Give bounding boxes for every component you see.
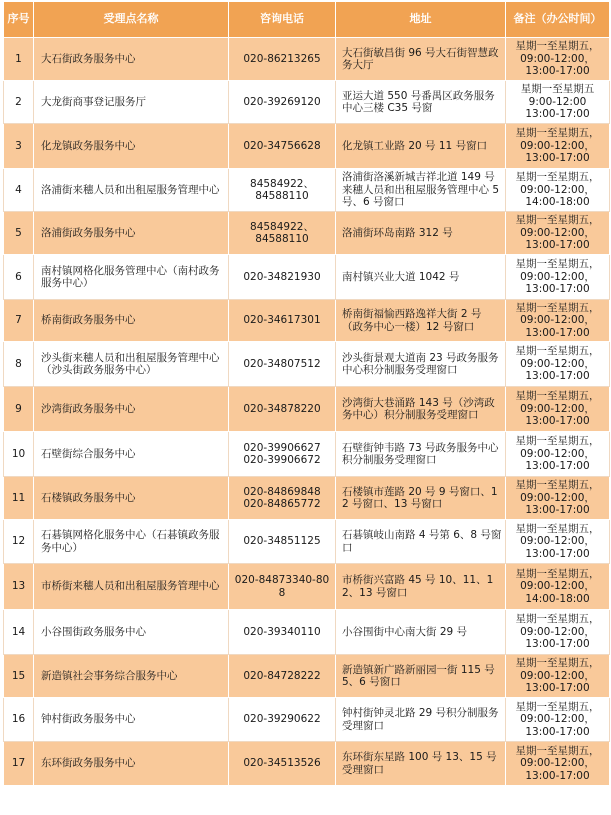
note-line: 星期一至星期五， bbox=[515, 301, 600, 314]
header-address: 地址 bbox=[336, 2, 506, 38]
cell-name: 市桥街来穗人员和出租屋服务管理中心 bbox=[34, 564, 229, 610]
note-line: 星期一至星期五， bbox=[515, 258, 600, 271]
cell-name: 钟村街政务服务中心 bbox=[34, 698, 229, 742]
cell-address: 石碁镇岐山南路 4 号第 6、8 号窗口 bbox=[336, 520, 506, 564]
table-row bbox=[4, 742, 610, 786]
cell-address: 洛浦街洛溪新城吉祥北道 149 号来穗人员和出租屋服务管理中心 5 号、6 号窗口 bbox=[336, 169, 506, 212]
table-row bbox=[4, 342, 610, 387]
header-name: 受理点名称 bbox=[34, 2, 229, 38]
note-line: 13:00-17:00 bbox=[525, 370, 590, 383]
note-line: 13:00-17:00 bbox=[525, 547, 590, 560]
cell-note bbox=[506, 255, 610, 300]
cell-phone bbox=[229, 520, 336, 564]
table-row bbox=[4, 212, 610, 255]
cell-name: 沙头街来穗人员和出租屋服务管理中心（沙头街政务服务中心） bbox=[34, 342, 229, 387]
cell-address: 钟村街钟灵北路 29 号积分制服务受理窗口 bbox=[336, 698, 506, 742]
cell-address: 沙头街景观大道南 23 号政务服务中心积分制服务受理窗口 bbox=[336, 342, 506, 387]
note-line: 09:00-12:00， bbox=[520, 625, 595, 638]
cell-name: 石楼镇政务服务中心 bbox=[34, 477, 229, 520]
phone-line: 020-34851125 bbox=[243, 535, 321, 548]
cell-note bbox=[506, 387, 610, 432]
note-line: 13:00-17:00 bbox=[525, 415, 590, 428]
cell-address: 东环街东星路 100 号 13、15 号受理窗口 bbox=[336, 742, 506, 786]
cell-note bbox=[506, 342, 610, 387]
note-line: 星期一至星期五， bbox=[515, 40, 600, 53]
cell-no: 6 bbox=[4, 255, 34, 300]
phone-line: 020-86213265 bbox=[243, 52, 321, 65]
note-line: 星期一至星期五， bbox=[515, 390, 600, 403]
cell-note bbox=[506, 610, 610, 655]
note-line: 09:00-12:00， bbox=[520, 357, 595, 370]
table-row bbox=[4, 124, 610, 169]
phone-line: 020-34617301 bbox=[243, 314, 321, 327]
cell-address: 石楼镇市莲路 20 号 9 号窗口、12 号窗口、13 号窗口 bbox=[336, 477, 506, 520]
table-row bbox=[4, 610, 610, 655]
cell-name: 洛浦街来穗人员和出租屋服务管理中心 bbox=[34, 169, 229, 212]
note-line: 09:00-12:00， bbox=[520, 139, 595, 152]
phone-line: 020-34821930 bbox=[243, 270, 321, 283]
cell-phone bbox=[229, 698, 336, 742]
cell-name: 沙湾街政务服务中心 bbox=[34, 387, 229, 432]
note-line: 09:00-12:00， bbox=[520, 226, 595, 239]
cell-name: 小谷围街政务服务中心 bbox=[34, 610, 229, 655]
cell-no: 2 bbox=[4, 81, 34, 124]
phone-line: 020-84869848 bbox=[243, 485, 321, 498]
cell-no: 10 bbox=[4, 432, 34, 477]
cell-address: 桥南街福愉西路逸祥大街 2 号（政务中心一楼）12 号窗口 bbox=[336, 300, 506, 342]
phone-line: 020-39906672 bbox=[243, 454, 321, 466]
cell-address: 新造镇新广路新丽园一街 115 号 5、6 号窗口 bbox=[336, 655, 506, 698]
cell-name: 新造镇社会事务综合服务中心 bbox=[34, 655, 229, 698]
note-line: 13:00-17:00 bbox=[525, 460, 590, 473]
cell-no: 8 bbox=[4, 342, 34, 387]
cell-note bbox=[506, 38, 610, 81]
cell-name: 东环街政务服务中心 bbox=[34, 742, 229, 786]
cell-name: 石壁街综合服务中心 bbox=[34, 432, 229, 477]
note-line: 09:00-12:00， bbox=[520, 580, 595, 593]
note-line: 星期一至星期五， bbox=[515, 171, 600, 184]
cell-note bbox=[506, 212, 610, 255]
note-line: 09:00-12:00， bbox=[520, 270, 595, 283]
table-row bbox=[4, 564, 610, 610]
cell-no: 12 bbox=[4, 520, 34, 564]
phone-line: 84584922、 bbox=[250, 220, 314, 233]
cell-address: 化龙镇工业路 20 号 11 号窗口 bbox=[336, 124, 506, 169]
cell-no: 7 bbox=[4, 300, 34, 342]
table-row bbox=[4, 432, 610, 477]
cell-note bbox=[506, 564, 610, 610]
cell-no: 4 bbox=[4, 169, 34, 212]
cell-note bbox=[506, 520, 610, 564]
cell-note bbox=[506, 300, 610, 342]
note-line: 13:00-17:00 bbox=[525, 239, 590, 252]
cell-note bbox=[506, 477, 610, 520]
cell-phone bbox=[229, 564, 336, 610]
note-line: 星期一至星期五， bbox=[515, 657, 600, 670]
cell-phone bbox=[229, 38, 336, 81]
cell-phone bbox=[229, 81, 336, 124]
table-row bbox=[4, 655, 610, 698]
phone-line: 020-84873340-808 bbox=[234, 574, 330, 599]
cell-note bbox=[506, 124, 610, 169]
table-body bbox=[4, 38, 610, 786]
cell-name: 南村镇网格化服务管理中心（南村政务服务中心） bbox=[34, 255, 229, 300]
note-line: 星期一至星期五， bbox=[515, 744, 600, 757]
note-line: 13:00-17:00 bbox=[525, 152, 590, 165]
cell-no: 16 bbox=[4, 698, 34, 742]
note-line: 13:00-17:00 bbox=[525, 769, 590, 782]
table-row bbox=[4, 387, 610, 432]
cell-name: 化龙镇政务服务中心 bbox=[34, 124, 229, 169]
phone-line: 020-34756628 bbox=[243, 139, 321, 152]
phone-line: 020-39290622 bbox=[243, 713, 321, 726]
table-row bbox=[4, 81, 610, 124]
table-row bbox=[4, 255, 610, 300]
note-line: 星期一至星期五 bbox=[520, 83, 595, 96]
note-line: 星期一至星期五， bbox=[515, 479, 600, 492]
header-no: 序号 bbox=[4, 2, 34, 38]
cell-no: 5 bbox=[4, 212, 34, 255]
note-line: 13:00-17:00 bbox=[525, 326, 590, 339]
cell-no: 15 bbox=[4, 655, 34, 698]
table-row bbox=[4, 698, 610, 742]
cell-phone bbox=[229, 212, 336, 255]
note-line: 09:00-12:00， bbox=[520, 447, 595, 460]
cell-name: 石碁镇网格化服务中心（石碁镇政务服务中心） bbox=[34, 520, 229, 564]
phone-line: 020-39906627 bbox=[243, 441, 321, 454]
cell-address: 洛浦街环岛南路 312 号 bbox=[336, 212, 506, 255]
note-line: 9:00-12:00 bbox=[528, 95, 587, 108]
note-line: 14:00-18:00 bbox=[525, 592, 590, 605]
cell-note bbox=[506, 655, 610, 698]
cell-address: 沙湾街大巷涌路 143 号（沙湾政务中心）积分制服务受理窗口 bbox=[336, 387, 506, 432]
cell-name: 大石街政务服务中心 bbox=[34, 38, 229, 81]
note-line: 09:00-12:00， bbox=[520, 491, 595, 504]
note-line: 13:00-17:00 bbox=[525, 65, 590, 78]
cell-note bbox=[506, 742, 610, 786]
phone-line: 84584922、 bbox=[250, 177, 314, 190]
cell-no: 14 bbox=[4, 610, 34, 655]
note-line: 星期一至星期五， bbox=[515, 214, 600, 227]
cell-phone bbox=[229, 169, 336, 212]
cell-no: 17 bbox=[4, 742, 34, 786]
table-header-row bbox=[4, 2, 610, 38]
note-line: 13:00-17:00 bbox=[525, 504, 590, 517]
cell-phone bbox=[229, 255, 336, 300]
phone-line: 84588110 bbox=[255, 233, 309, 245]
note-line: 星期一至星期五， bbox=[515, 345, 600, 358]
table-row bbox=[4, 300, 610, 342]
phone-line: 020-84865772 bbox=[243, 498, 321, 510]
cell-address: 南村镇兴业大道 1042 号 bbox=[336, 255, 506, 300]
note-line: 09:00-12:00， bbox=[520, 757, 595, 770]
cell-note bbox=[506, 698, 610, 742]
note-line: 星期一至星期五， bbox=[515, 567, 600, 580]
cell-address: 市桥街兴富路 45 号 10、11、12、13 号窗口 bbox=[336, 564, 506, 610]
note-line: 星期一至星期五， bbox=[515, 127, 600, 140]
cell-address: 石壁街钟韦路 73 号政务服务中心积分制服务受理窗口 bbox=[336, 432, 506, 477]
cell-no: 13 bbox=[4, 564, 34, 610]
note-line: 星期一至星期五， bbox=[515, 700, 600, 713]
note-line: 09:00-12:00， bbox=[520, 713, 595, 726]
cell-phone bbox=[229, 342, 336, 387]
cell-no: 3 bbox=[4, 124, 34, 169]
cell-note bbox=[506, 169, 610, 212]
cell-no: 9 bbox=[4, 387, 34, 432]
cell-phone bbox=[229, 477, 336, 520]
note-line: 13:00-17:00 bbox=[525, 638, 590, 651]
cell-phone bbox=[229, 742, 336, 786]
note-line: 13:00-17:00 bbox=[525, 725, 590, 738]
phone-line: 020-39340110 bbox=[243, 625, 321, 638]
cell-address: 亚运大道 550 号番禺区政务服务中心三楼 C35 号窗 bbox=[336, 81, 506, 124]
note-line: 13:00-17:00 bbox=[525, 682, 590, 695]
cell-phone bbox=[229, 432, 336, 477]
cell-phone bbox=[229, 655, 336, 698]
phone-line: 020-34513526 bbox=[243, 757, 321, 770]
phone-line: 020-34878220 bbox=[243, 402, 321, 415]
phone-line: 84588110 bbox=[255, 190, 309, 202]
cell-no: 1 bbox=[4, 38, 34, 81]
phone-line: 020-39269120 bbox=[243, 95, 321, 108]
cell-address: 小谷围街中心南大街 29 号 bbox=[336, 610, 506, 655]
note-line: 星期一至星期五， bbox=[515, 435, 600, 448]
table-row bbox=[4, 38, 610, 81]
cell-no: 11 bbox=[4, 477, 34, 520]
table-row bbox=[4, 169, 610, 212]
note-line: 09:00-12:00， bbox=[520, 183, 595, 196]
phone-line: 020-34807512 bbox=[243, 357, 321, 370]
cell-name: 洛浦街政务服务中心 bbox=[34, 212, 229, 255]
note-line: 13:00-17:00 bbox=[525, 108, 590, 121]
cell-note bbox=[506, 432, 610, 477]
cell-phone bbox=[229, 300, 336, 342]
note-line: 09:00-12:00， bbox=[520, 402, 595, 415]
note-line: 09:00-12:00， bbox=[520, 314, 595, 327]
table-row bbox=[4, 477, 610, 520]
cell-address: 大石街敏昌街 96 号大石街智慧政务大厅 bbox=[336, 38, 506, 81]
cell-note bbox=[506, 81, 610, 124]
note-line: 13:00-17:00 bbox=[525, 283, 590, 296]
table-row bbox=[4, 520, 610, 564]
note-line: 14:00-18:00 bbox=[525, 196, 590, 209]
cell-phone bbox=[229, 124, 336, 169]
cell-phone bbox=[229, 610, 336, 655]
note-line: 09:00-12:00， bbox=[520, 52, 595, 65]
phone-line: 020-84728222 bbox=[243, 669, 321, 682]
note-line: 星期一至星期五， bbox=[515, 613, 600, 626]
header-note: 备注（办公时间） bbox=[506, 2, 610, 38]
note-line: 星期一至星期五， bbox=[515, 522, 600, 535]
note-line: 09:00-12:00， bbox=[520, 669, 595, 682]
cell-phone bbox=[229, 387, 336, 432]
note-line: 09:00-12:00， bbox=[520, 535, 595, 548]
header-phone: 咨询电话 bbox=[229, 2, 336, 38]
cell-name: 大龙街商事登记服务厅 bbox=[34, 81, 229, 124]
service-points-table bbox=[3, 1, 610, 786]
cell-name: 桥南街政务服务中心 bbox=[34, 300, 229, 342]
